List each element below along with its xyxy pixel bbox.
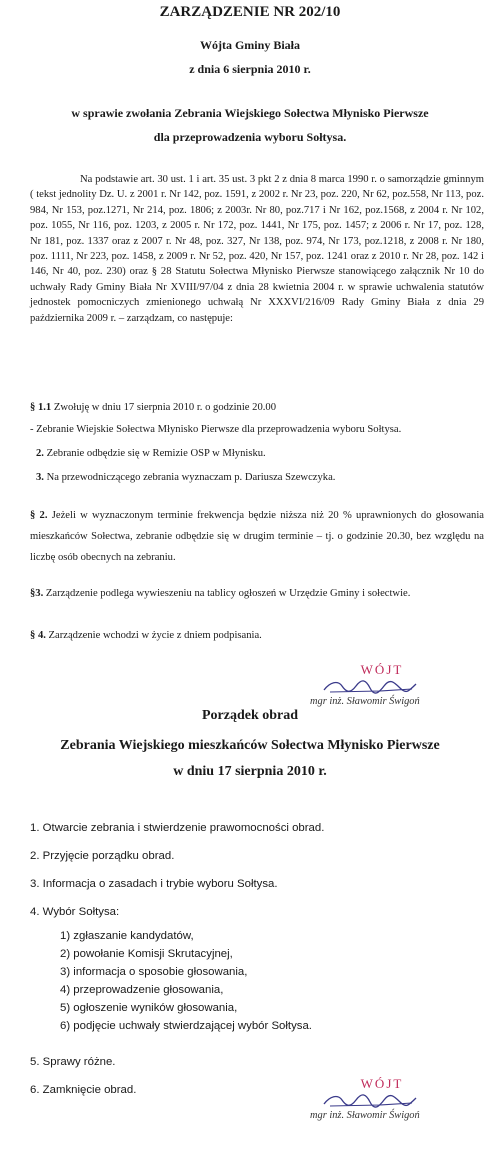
section-1-item2 — [36, 444, 490, 463]
agenda-item: 3. Informacja o zasadach i trybie wyboru Sołtysa. — [30, 878, 278, 890]
section-3 — [30, 584, 484, 603]
section-1-label: § 1.1 — [30, 402, 52, 413]
agenda-subitem: 1) zgłaszanie kandydatów, — [60, 930, 194, 942]
agenda-subitem: 5) ogłoszenie wyników głosowania, — [60, 1002, 238, 1014]
signature-title: WÓJT — [360, 1076, 404, 1091]
agenda-item: 4. Wybór Sołtysa: — [30, 906, 120, 918]
document-date: z dnia 6 sierpnia 2010 r. — [189, 62, 311, 76]
legal-basis-paragraph: Na podstawie art. 30 ust. 1 i art. 35 ust. 3 pkt 2 z dnia 8 marca 1990 r. o samorządzie gminnym ( tekst jednolity Dz. U. z 2001 r. Nr 142, poz. 1591, z 2002 r. Nr 23, poz. 220, Nr 62, poz.558, Nr 113, poz. 984, Nr 153, poz.1271, Nr 214, poz. 1806; z 2003r. Nr 80, poz.717 i Nr 162, poz.1568, z 2004 r. Nr 102, poz. 1055, Nr 116, poz. 1203, z 2005 r. Nr 172, poz. 1441, Nr 175, poz. 1457; z 2006 r. Nr 17, poz. 128, Nr 181, poz. 1337 oraz z 2007 r. Nr 48, poz. 327, Nr 138, poz. 974, Nr 173, poz.1218, z 2008 r. Nr 180, poz. 1111, Nr 223, poz. 1458, z 2009 r. Nr 52, poz. 420, Nr 157, poz. 1241 oraz z 2010 r. Nr 28, poz. 142 i 146, Nr 40, poz. 230) oraz § 28 Statutu Sołectwa Młynisko Pierwsze stanowiącego załącznik Nr 10 do uchwały Rady Gminy Biała Nr XVIII/97/04 z dnia 28 kwietnia 2004 r. w sprawie uchwalenia statutów jednostek pomocniczych zmienionego uchwałą Nr XXXVI/216/09 Rady Gminy Biała z dnia 29 października 2009 r. – zarządzam, co następuje: — [30, 174, 484, 324]
agenda-subitem: 4) przeprowadzenie głosowania, — [60, 984, 224, 996]
agenda-subtitle-line1: Zebrania Wiejskiego mieszkańców Sołectwa Młynisko Pierwsze — [60, 738, 440, 753]
document-title: ZARZĄDZENIE NR 202/10 — [159, 4, 341, 20]
signature-title: WÓJT — [360, 662, 404, 677]
signature-name: mgr inż. Sławomir Świgoń — [310, 1110, 420, 1121]
section-3-text: Zarządzenie podlega wywieszeniu na tablicy ogłoszeń w Urzędzie Gminy i sołectwie. — [45, 588, 411, 599]
handwritten-signature-icon — [320, 1090, 420, 1112]
section-2-label: § 2. — [30, 510, 48, 521]
agenda-item: 5. Sprawy różne. — [30, 1056, 116, 1068]
section-2 — [30, 505, 484, 568]
signature-block-2 — [310, 1076, 470, 1130]
agenda-subitem: 6) podjęcie uchwały stwierdzającej wybór Sołtysa. — [60, 1020, 312, 1032]
section-4 — [30, 626, 484, 645]
section-3-label: §3. — [30, 588, 44, 599]
handwritten-signature-icon — [320, 676, 420, 698]
agenda-item: 1. Otwarcie zebrania i stwierdzenie prawomocności obrad. — [30, 822, 325, 834]
section-1-item3 — [36, 468, 490, 487]
agenda-subitem: 2) powołanie Komisji Skrutacyjnej, — [60, 948, 233, 960]
agenda-item: 6. Zamknięcie obrad. — [30, 1084, 137, 1096]
document-issuer: Wójta Gminy Biała — [199, 38, 300, 52]
section-4-label: § 4. — [30, 630, 46, 641]
document-subject-line1: w sprawie zwołania Zebrania Wiejskiego Sołectwa Młynisko Pierwsze — [71, 106, 429, 120]
section-1-item3-label: 3. — [36, 472, 44, 483]
agenda-subitem: 3) informacja o sposobie głosowania, — [60, 966, 248, 978]
agenda-item: 2. Przyjęcie porządku obrad. — [30, 850, 175, 862]
section-4-text: Zarządzenie wchodzi w życie z dniem podpisania. — [48, 630, 262, 641]
document-subject-line2: dla przeprowadzenia wyboru Sołtysa. — [153, 130, 347, 144]
agenda-title: Porządek obrad — [201, 708, 299, 723]
section-1-text: Zwołuję w dniu 17 sierpnia 2010 r. o godzinie 20.00 — [53, 402, 276, 413]
section-1-item3-text: Na przewodniczącego zebrania wyznaczam p. Dariusza Szewczyka. — [46, 472, 336, 483]
section-1-line2: - Zebranie Wiejskie Sołectwa Młynisko Pierwsze dla przeprowadzenia wyboru Sołtysa. — [30, 424, 402, 435]
section-2-text: Jeżeli w wyznaczonym terminie frekwencja będzie niższa niż 20 % uprawnionych do głosowania mieszkańców Sołectwa, zebranie odbędzie się w drugim terminie – tj. o godzinie 20.30, bez względu na liczbę osób obecnych na zebraniu. — [30, 510, 484, 563]
agenda-subtitle-line2: w dniu 17 sierpnia 2010 r. — [173, 764, 327, 779]
section-1-line1 — [30, 398, 484, 417]
section-1-item2-label: 2. — [36, 448, 44, 459]
section-1-item2-text: Zebranie odbędzie się w Remizie OSP w Młynisku. — [46, 448, 266, 459]
signature-name: mgr inż. Sławomir Świgoń — [310, 696, 420, 707]
